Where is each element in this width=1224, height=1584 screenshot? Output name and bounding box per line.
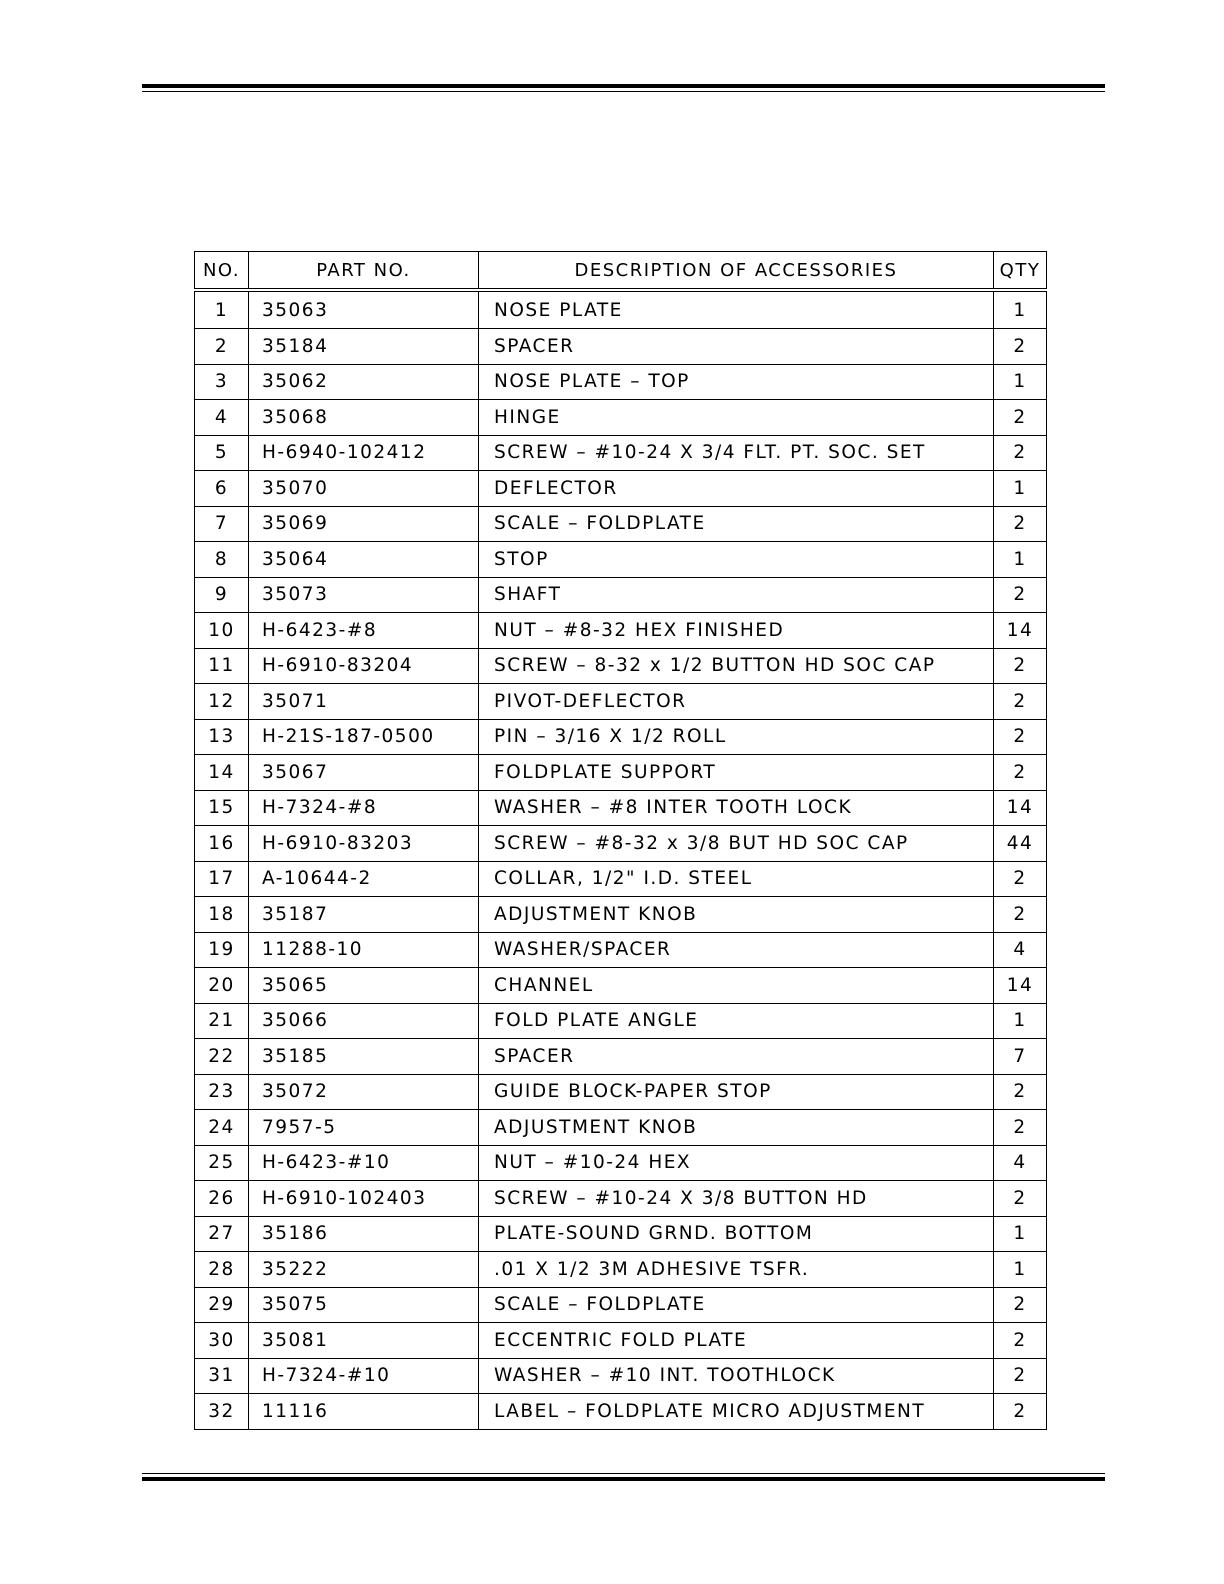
cell-qty: 2 — [994, 1287, 1047, 1323]
cell-no: 6 — [195, 471, 249, 507]
cell-description: WASHER/SPACER — [479, 932, 994, 968]
cell-no: 24 — [195, 1110, 249, 1146]
cell-part-no: 35222 — [249, 1252, 479, 1288]
cell-no: 9 — [195, 577, 249, 613]
cell-no: 11 — [195, 648, 249, 684]
cell-description: FOLDPLATE SUPPORT — [479, 755, 994, 791]
cell-qty: 2 — [994, 1181, 1047, 1217]
table-row — [195, 1287, 1047, 1323]
cell-no: 29 — [195, 1287, 249, 1323]
footer-rule-thin — [142, 1473, 1105, 1474]
cell-part-no: 11288-10 — [249, 932, 479, 968]
cell-part-no: H-7324-#10 — [249, 1358, 479, 1394]
cell-description: NOSE PLATE – TOP — [479, 364, 994, 400]
cell-description: STOP — [479, 542, 994, 578]
cell-qty: 2 — [994, 684, 1047, 720]
cell-part-no: 11116 — [249, 1394, 479, 1430]
cell-qty: 2 — [994, 577, 1047, 613]
header-qty: QTY — [994, 252, 1047, 291]
cell-no: 26 — [195, 1181, 249, 1217]
cell-part-no: 35073 — [249, 577, 479, 613]
cell-description: LABEL – FOLDPLATE MICRO ADJUSTMENT — [479, 1394, 994, 1430]
table-row — [195, 435, 1047, 471]
cell-part-no: 35066 — [249, 1003, 479, 1039]
cell-no: 14 — [195, 755, 249, 791]
table-row — [195, 613, 1047, 649]
cell-part-no: 35069 — [249, 506, 479, 542]
table-row — [195, 1145, 1047, 1181]
cell-description: PIN – 3/16 X 1/2 ROLL — [479, 719, 994, 755]
cell-part-no: 35075 — [249, 1287, 479, 1323]
cell-description: CHANNEL — [479, 968, 994, 1004]
cell-part-no: 35072 — [249, 1074, 479, 1110]
cell-part-no: 35187 — [249, 897, 479, 933]
cell-qty: 44 — [994, 826, 1047, 862]
cell-qty: 2 — [994, 435, 1047, 471]
cell-no: 7 — [195, 506, 249, 542]
table-body — [195, 290, 1047, 1429]
table-row — [195, 684, 1047, 720]
header-description: DESCRIPTION OF ACCESSORIES — [479, 252, 994, 291]
cell-no: 22 — [195, 1039, 249, 1075]
cell-qty: 4 — [994, 1145, 1047, 1181]
table-row — [195, 790, 1047, 826]
cell-description: COLLAR, 1/2" I.D. STEEL — [479, 861, 994, 897]
cell-no: 19 — [195, 932, 249, 968]
cell-description: SCREW – 8-32 x 1/2 BUTTON HD SOC CAP — [479, 648, 994, 684]
cell-no: 5 — [195, 435, 249, 471]
cell-part-no: 35071 — [249, 684, 479, 720]
table-row — [195, 1181, 1047, 1217]
cell-no: 8 — [195, 542, 249, 578]
table-row — [195, 968, 1047, 1004]
cell-no: 31 — [195, 1358, 249, 1394]
cell-no: 10 — [195, 613, 249, 649]
cell-part-no: H-6423-#8 — [249, 613, 479, 649]
table-row — [195, 1110, 1047, 1146]
cell-no: 4 — [195, 400, 249, 436]
table-row — [195, 506, 1047, 542]
cell-description: FOLD PLATE ANGLE — [479, 1003, 994, 1039]
header-rule-thin — [142, 91, 1105, 92]
cell-qty: 4 — [994, 932, 1047, 968]
cell-no: 12 — [195, 684, 249, 720]
table-row — [195, 471, 1047, 507]
cell-part-no: 35186 — [249, 1216, 479, 1252]
cell-part-no: H-6940-102412 — [249, 435, 479, 471]
cell-qty: 1 — [994, 471, 1047, 507]
cell-qty: 2 — [994, 400, 1047, 436]
cell-description: NOSE PLATE — [479, 290, 994, 329]
cell-no: 30 — [195, 1323, 249, 1359]
cell-description: SPACER — [479, 1039, 994, 1075]
cell-part-no: 35184 — [249, 329, 479, 365]
table-row — [195, 648, 1047, 684]
footer-rule-thick — [142, 1477, 1105, 1481]
table-row — [195, 329, 1047, 365]
cell-description: SPACER — [479, 329, 994, 365]
table-row — [195, 1394, 1047, 1430]
header-part-no: PART NO. — [249, 252, 479, 291]
cell-description: SCREW – #10-24 X 3/4 FLT. PT. SOC. SET — [479, 435, 994, 471]
cell-description: ADJUSTMENT KNOB — [479, 897, 994, 933]
cell-description: SHAFT — [479, 577, 994, 613]
cell-qty: 14 — [994, 790, 1047, 826]
cell-qty: 1 — [994, 364, 1047, 400]
table-row — [195, 542, 1047, 578]
accessories-parts-table — [194, 251, 1047, 1430]
cell-part-no: 7957-5 — [249, 1110, 479, 1146]
cell-qty: 1 — [994, 290, 1047, 329]
cell-qty: 2 — [994, 1110, 1047, 1146]
cell-qty: 2 — [994, 1394, 1047, 1430]
table-row — [195, 861, 1047, 897]
cell-description: HINGE — [479, 400, 994, 436]
cell-qty: 2 — [994, 897, 1047, 933]
cell-qty: 2 — [994, 1323, 1047, 1359]
cell-part-no: 35070 — [249, 471, 479, 507]
header-rule — [142, 84, 1105, 92]
cell-description: DEFLECTOR — [479, 471, 994, 507]
table-row — [195, 826, 1047, 862]
cell-description: SCALE – FOLDPLATE — [479, 506, 994, 542]
cell-part-no: 35081 — [249, 1323, 479, 1359]
table-header-row — [195, 252, 1047, 291]
cell-part-no: 35185 — [249, 1039, 479, 1075]
cell-qty: 2 — [994, 755, 1047, 791]
cell-description: NUT – #8-32 HEX FINISHED — [479, 613, 994, 649]
cell-no: 25 — [195, 1145, 249, 1181]
table-row — [195, 577, 1047, 613]
table-row — [195, 400, 1047, 436]
cell-qty: 1 — [994, 1216, 1047, 1252]
cell-qty: 2 — [994, 648, 1047, 684]
cell-qty: 14 — [994, 613, 1047, 649]
cell-description: SCREW – #10-24 X 3/8 BUTTON HD — [479, 1181, 994, 1217]
cell-no: 3 — [195, 364, 249, 400]
cell-description: WASHER – #10 INT. TOOTHLOCK — [479, 1358, 994, 1394]
cell-part-no: H-6910-83204 — [249, 648, 479, 684]
cell-part-no: H-6910-83203 — [249, 826, 479, 862]
table-row — [195, 290, 1047, 329]
cell-description: SCREW – #8-32 x 3/8 BUT HD SOC CAP — [479, 826, 994, 862]
cell-no: 27 — [195, 1216, 249, 1252]
cell-no: 1 — [195, 290, 249, 329]
cell-no: 16 — [195, 826, 249, 862]
cell-no: 2 — [195, 329, 249, 365]
cell-description: GUIDE BLOCK-PAPER STOP — [479, 1074, 994, 1110]
cell-no: 17 — [195, 861, 249, 897]
cell-no: 13 — [195, 719, 249, 755]
table-row — [195, 1003, 1047, 1039]
cell-part-no: H-6423-#10 — [249, 1145, 479, 1181]
cell-part-no: H-7324-#8 — [249, 790, 479, 826]
cell-no: 23 — [195, 1074, 249, 1110]
table-row — [195, 1074, 1047, 1110]
cell-description: ADJUSTMENT KNOB — [479, 1110, 994, 1146]
cell-no: 21 — [195, 1003, 249, 1039]
cell-qty: 7 — [994, 1039, 1047, 1075]
cell-description: SCALE – FOLDPLATE — [479, 1287, 994, 1323]
cell-part-no: 35065 — [249, 968, 479, 1004]
cell-qty: 2 — [994, 329, 1047, 365]
cell-description: ECCENTRIC FOLD PLATE — [479, 1323, 994, 1359]
header-no: NO. — [195, 252, 249, 291]
cell-part-no: H-21S-187-0500 — [249, 719, 479, 755]
cell-no: 32 — [195, 1394, 249, 1430]
cell-qty: 1 — [994, 1252, 1047, 1288]
table-row — [195, 897, 1047, 933]
cell-no: 20 — [195, 968, 249, 1004]
cell-description: PIVOT-DEFLECTOR — [479, 684, 994, 720]
cell-part-no: 35062 — [249, 364, 479, 400]
table-row — [195, 1039, 1047, 1075]
cell-qty: 2 — [994, 1358, 1047, 1394]
cell-qty: 14 — [994, 968, 1047, 1004]
cell-part-no: H-6910-102403 — [249, 1181, 479, 1217]
cell-part-no: 35067 — [249, 755, 479, 791]
cell-qty: 2 — [994, 861, 1047, 897]
table-row — [195, 1216, 1047, 1252]
cell-description: .01 X 1/2 3M ADHESIVE TSFR. — [479, 1252, 994, 1288]
cell-description: NUT – #10-24 HEX — [479, 1145, 994, 1181]
footer-rule — [142, 1473, 1105, 1481]
cell-no: 15 — [195, 790, 249, 826]
table-row — [195, 364, 1047, 400]
cell-description: PLATE-SOUND GRND. BOTTOM — [479, 1216, 994, 1252]
table-row — [195, 755, 1047, 791]
table-row — [195, 1252, 1047, 1288]
table-row — [195, 1358, 1047, 1394]
cell-qty: 2 — [994, 1074, 1047, 1110]
table-row — [195, 1323, 1047, 1359]
table-row — [195, 719, 1047, 755]
cell-qty: 1 — [994, 1003, 1047, 1039]
table-row — [195, 932, 1047, 968]
cell-part-no: 35064 — [249, 542, 479, 578]
cell-qty: 1 — [994, 542, 1047, 578]
cell-qty: 2 — [994, 506, 1047, 542]
cell-part-no: 35068 — [249, 400, 479, 436]
cell-part-no: 35063 — [249, 290, 479, 329]
cell-no: 18 — [195, 897, 249, 933]
cell-no: 28 — [195, 1252, 249, 1288]
cell-part-no: A-10644-2 — [249, 861, 479, 897]
cell-qty: 2 — [994, 719, 1047, 755]
cell-description: WASHER – #8 INTER TOOTH LOCK — [479, 790, 994, 826]
header-rule-thick — [142, 84, 1105, 88]
